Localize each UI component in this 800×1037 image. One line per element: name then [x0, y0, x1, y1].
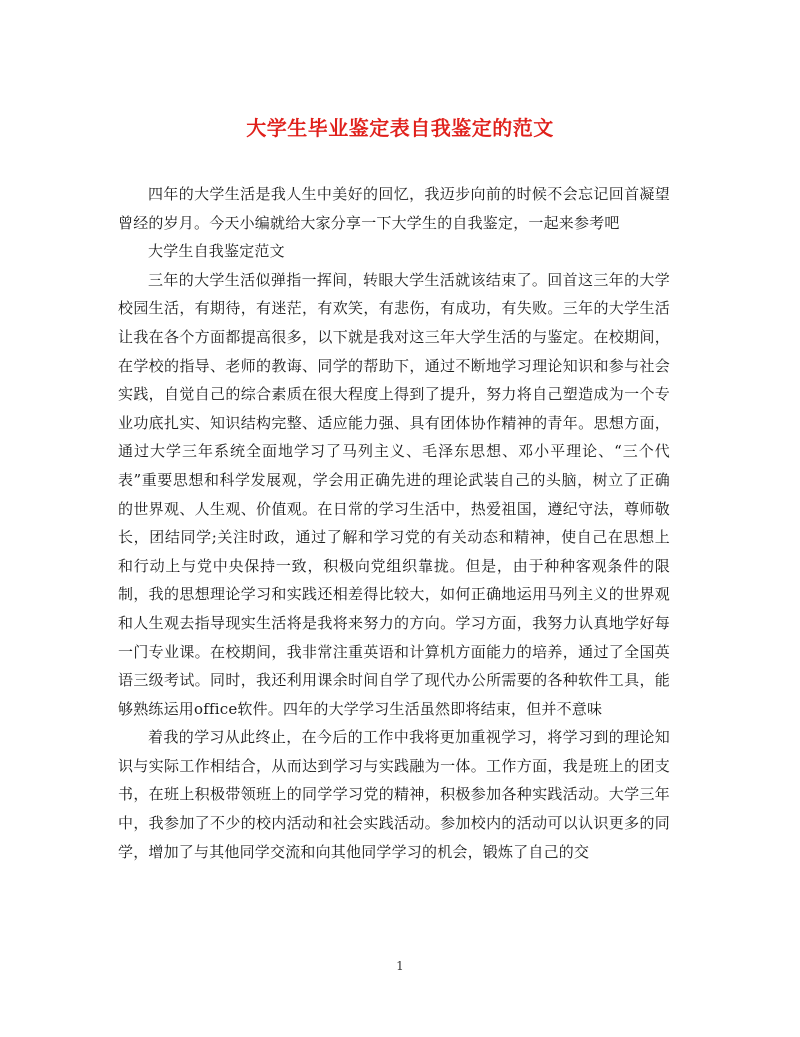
continued-paragraph: 着我的学习从此终止，在今后的工作中我将更加重视学习，将学习到的理论知识与实际工作相结合，从而达到学习与实践融为一体。工作方面，我是班上的团支书，在班上积极带领班上的同学学习党的精神，积极参加各种实践活动。大学三年中，我参加了不少的校内活动和社会实践活动。参加校内的活动可以认识更多的同学，增加了与其他同学交流和向其他同学学习的机会，锻炼了自己的交 — [118, 728, 670, 861]
section-heading: 大学生自我鉴定范文 — [148, 242, 285, 261]
document-body — [118, 180, 670, 866]
intro-paragraph: 四年的大学生活是我人生中美好的回忆，我迈步向前的时候不会忘记回首凝望曾经的岁月。今天小编就给大家分享一下大学生的自我鉴定，一起来参考吧 — [118, 185, 670, 232]
main-paragraph: 三年的大学生活似弹指一挥间，转眼大学生活就该结束了。回首这三年的大学校园生活，有期待，有迷茫，有欢笑，有悲伤，有成功，有失败。三年的大学生活让我在各个方面都提高很多，以下就是我对这三年大学生活的与鉴定。在校期间，在学校的指导、老师的教诲、同学的帮助下，通过不断地学习理论知识和参与社会实践，自觉自己的综合素质在很大程度上得到了提升，努力将自己塑造成为一个专业功底扎实、知识结构完整、适应能力强、具有团体协作精神的青年。思想方面，通过大学三年系统全面地学习了马列主义、毛泽东思想、邓小平理论、“三个代表”重要思想和科学发展观，学会用正确先进的理论武装自己的头脑，树立了正确的世界观、人生观、价值观。在日常的学习生活中，热爱祖国，遵纪守法，尊师敬长，团结同学;关注时政，通过了解和学习党的有关动态和精神，使自己在思想上和行动上与党中央保持一致，积极向党组织靠拢。但是，由于种种客观条件的限制，我的思想理论学习和实践还相差得比较大，如何正确地运用马列主义的世界观和人生观去指导现实生活将是我将来努力的方向。学习方面，我努力认真地学好每一门专业课。在校期间，我非常注重英语和计算机方面能力的培养，通过了全国英语三级考试。同时，我还利用课余时间自学了现代办公所需要的各种软件工具，能够熟练运用office软件。四年的大学学习生活虽然即将结束，但并不意味 — [118, 270, 670, 718]
document-title: 大学生毕业鉴定表自我鉴定的范文 — [246, 116, 554, 140]
page-number: 1 — [396, 959, 404, 973]
